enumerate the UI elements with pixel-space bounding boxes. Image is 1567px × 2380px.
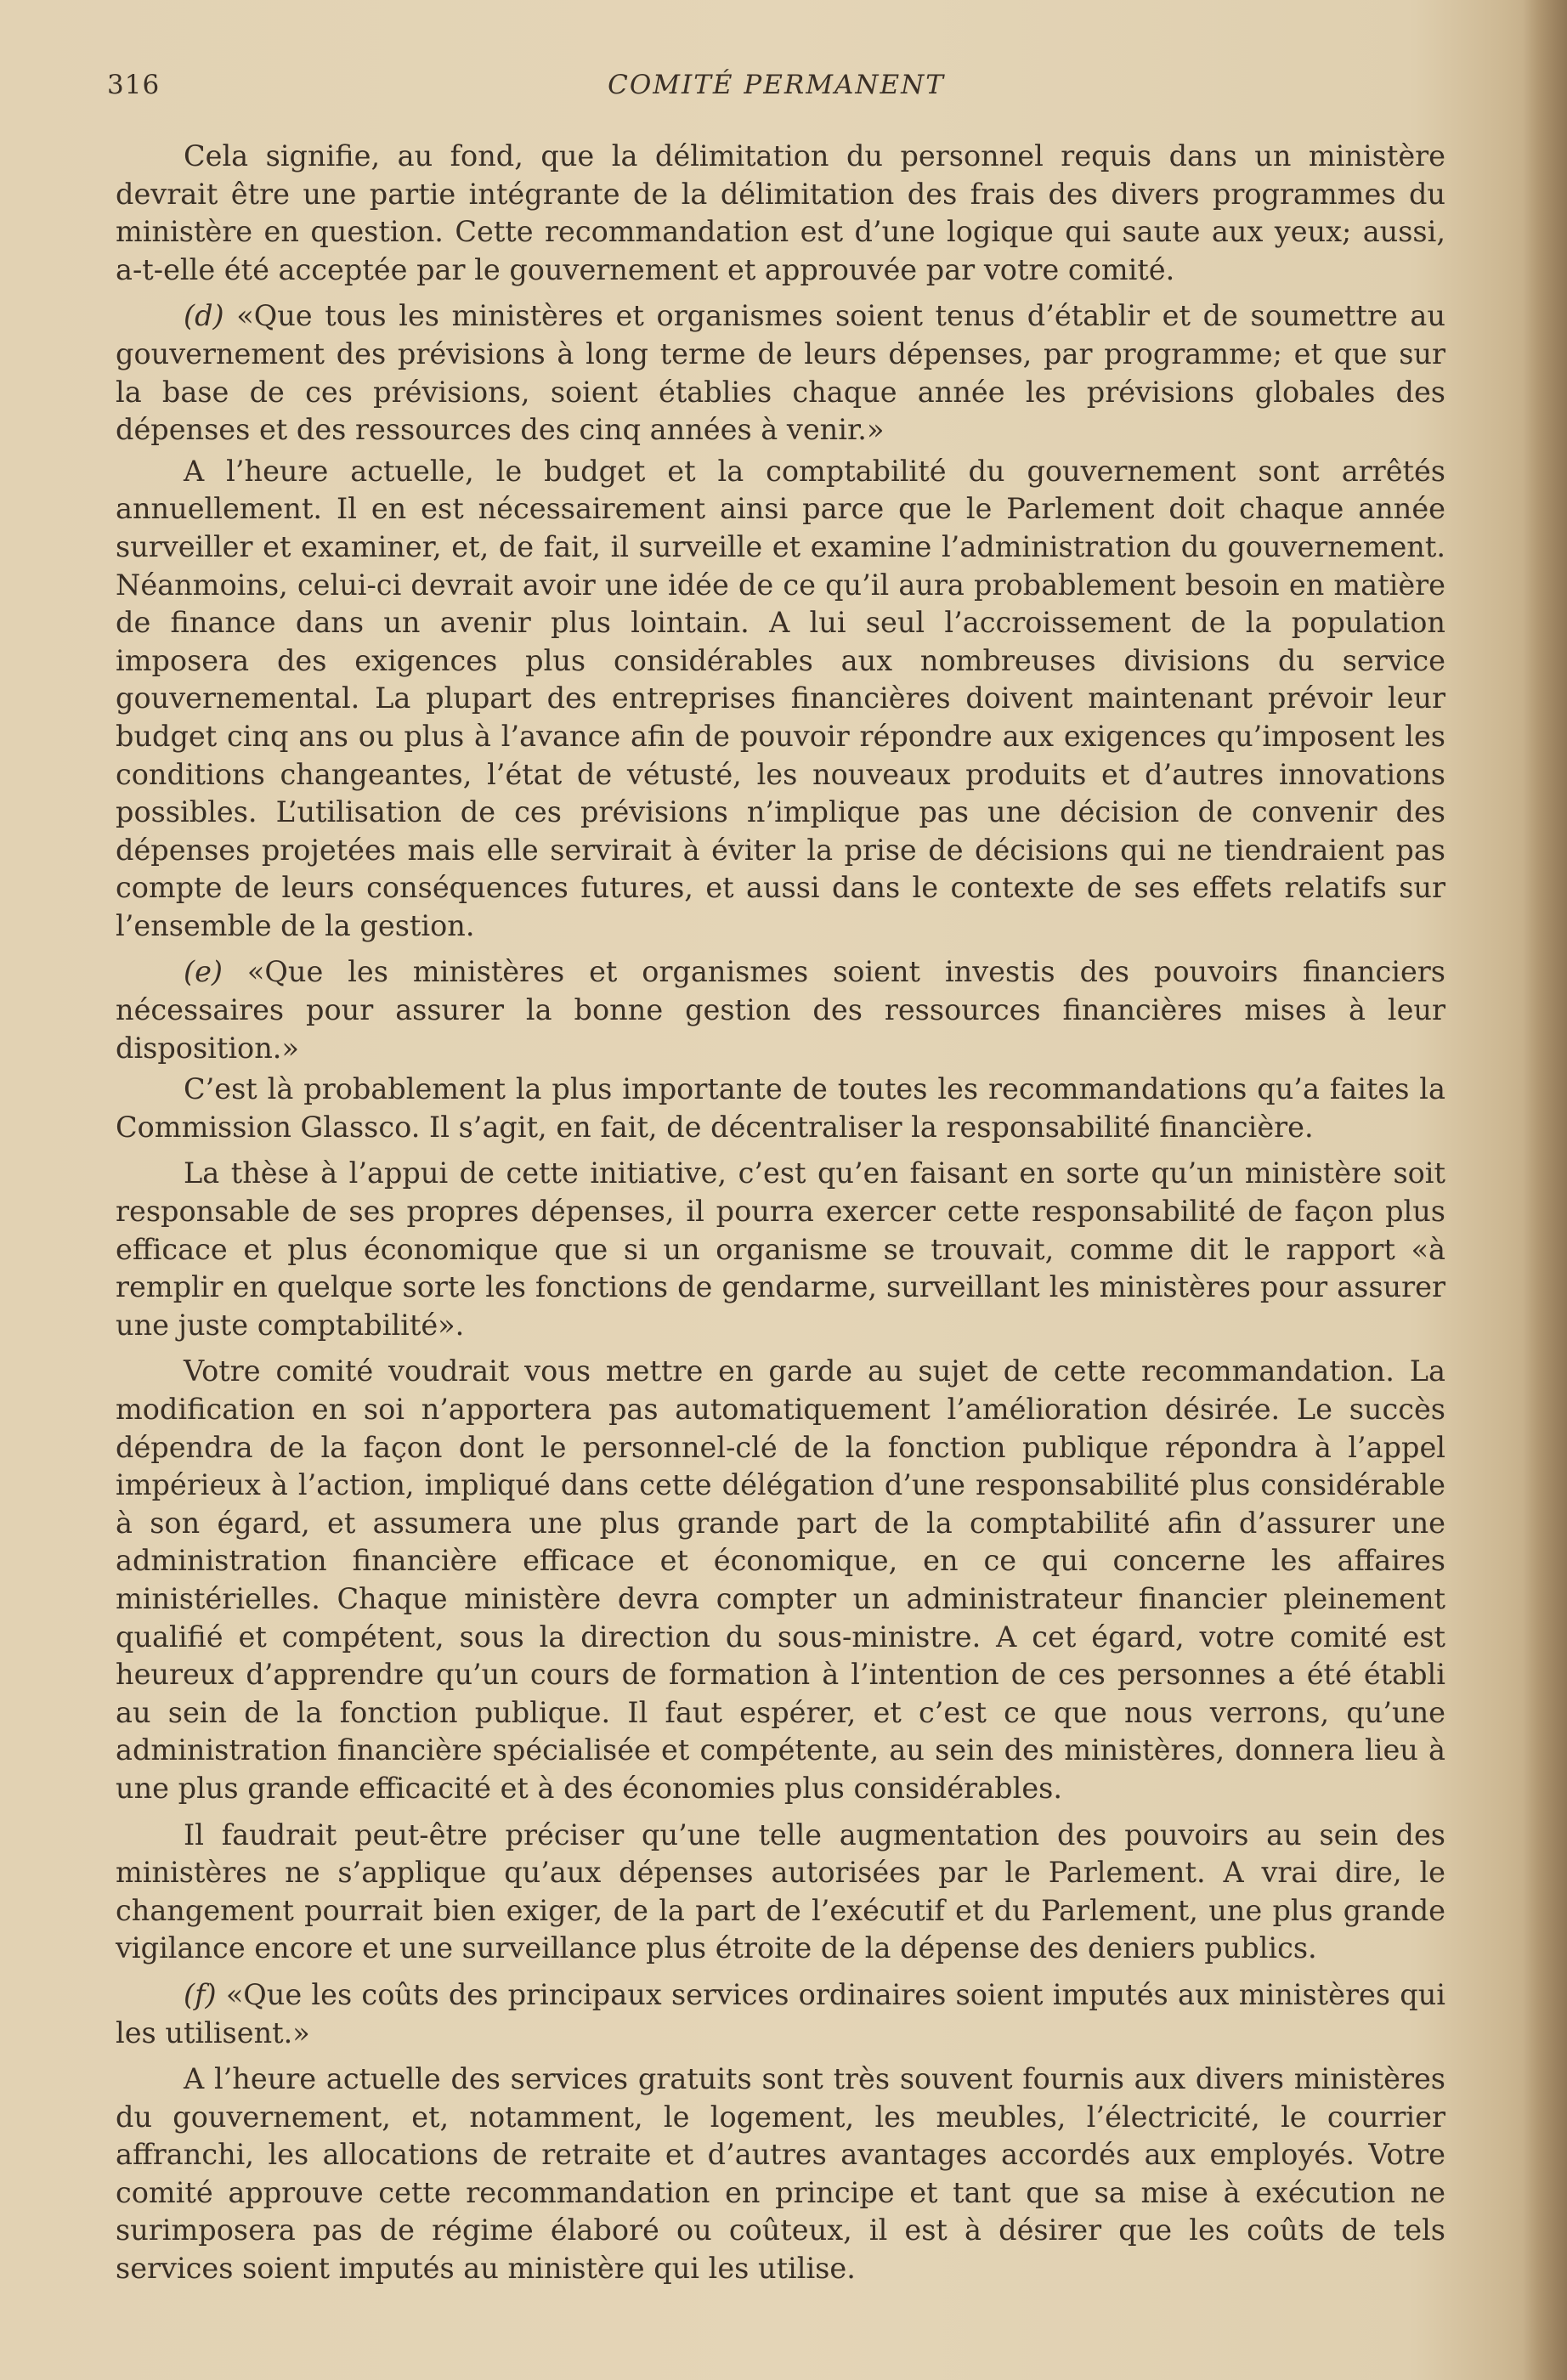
page-header (107, 70, 1445, 112)
recommendation-label: (e) (184, 955, 223, 989)
paragraph-text: Votre comité voudrait vous mettre en garde au sujet de cette recommandation. La modification en soi n’apportera pas automatiquement l’amélioration désirée. Le succès dépendra de la façon dont le personnel-clé de la fonction publique répondra à l’appel impérieux à l’action, impliqué dans cette délégation d’une responsabilité plus considérable à son égard, et assumera une plus grande part de la comptabilité afin d’assurer une administration financière efficace et économique, en ce qui concerne les affaires ministérielles. Chaque ministère devra compter un administrateur financier pleinement qualifié et compétent, sous la direction du sous-ministre. A cet égard, votre comité est heureux d’apprendre qu’un cours de formation à l’intention de ces personnes a été établi au sein de la fonction publique. Il faut espérer, et c’est ce que nous verrons, qu’une administration financière spécialisée et compétente, au sein des ministères, donnera lieu à une plus grande efficacité et à des économies plus considérables. (116, 1354, 1445, 1805)
paragraph (116, 138, 1445, 289)
paragraph-text: La thèse à l’appui de cette initiative, c’est qu’en faisant en sorte qu’un ministère soit responsable de ses propres dépenses, il pourra exercer cette responsabilité de façon plus efficace et plus économique que si un organisme se trouvait, comme dit le rapport «à remplir en quelque sorte les fonctions de gendarme, surveillant les ministères pour assurer une juste comptabilité». (116, 1156, 1445, 1342)
page-edge-shadow (1523, 0, 1567, 2380)
paragraph-text: C’est là probablement la plus importante de toutes les recommandations qu’a faites la Commission Glassco. Il s’agit, en fait, de décentraliser la responsabilité financière. (116, 1072, 1445, 1144)
paragraph (116, 2061, 1445, 2288)
page-number: 316 (107, 70, 161, 100)
body-text (116, 138, 1445, 2292)
paragraph (116, 1817, 1445, 1968)
paragraph-text: A l’heure actuelle, le budget et la comptabilité du gouvernement sont arrêtés annuellement. Il en est nécessairement ainsi parce que le Parlement doit chaque année surveiller et examiner, et, de fait, il surveille et examine l’administration du gouvernement. Néanmoins, celui-ci devrait avoir une idée de ce qu’il aura probablement besoin en matière de finance dans un avenir plus lointain. A lui seul l’accroissement de la population imposera des exigences plus considérables aux nombreuses divisions du service gouvernemental. La plupart des entreprises financières doivent maintenant prévoir leur budget cinq ans ou plus à l’avance afin de pouvoir répondre aux exigences qu’imposent les conditions changeantes, l’état de vétusté, les nouveaux produits et d’autres innovations possibles. L’utilisation de ces prévisions n’implique pas une décision de convenir des dépenses projetées mais elle servirait à éviter la prise de décisions qui ne tiendraient pas compte de leurs conséquences futures, et aussi dans le contexte de ses effets relatifs sur l’ensemble de la gestion. (116, 454, 1445, 942)
paragraph (116, 453, 1445, 946)
recommendation-text: «Que les coûts des principaux services ordinaires soient imputés aux ministères qui les utilisent.» (116, 1977, 1445, 2049)
recommendation-text: «Que tous les ministères et organismes soient tenus d’établir et de soumettre au gouvernement des prévisions à long terme de leurs dépenses, par programme; et que sur la base de ces prévisions, soient établies chaque année les prévisions globales des dépenses et des ressources des cinq années à venir.» (116, 299, 1445, 447)
recommendation-e (116, 953, 1445, 1067)
recommendation-label: (f) (184, 1977, 217, 2011)
recommendation-d (116, 297, 1445, 449)
recommendation-label: (d) (184, 299, 224, 333)
recommendation-f (116, 1976, 1445, 2052)
paragraph (116, 1353, 1445, 1807)
paragraph-text: Il faudrait peut-être préciser qu’une telle augmentation des pouvoirs au sein des ministères ne s’applique qu’aux dépenses autorisées par le Parlement. A vrai dire, le changement pourrait bien exiger, de la part de l’exécutif et du Parlement, une plus grande vigilance encore et une surveillance plus étroite de la dépense des deniers publics. (116, 1818, 1445, 1965)
paragraph-text: Cela signifie, au fond, que la délimitation du personnel requis dans un ministère devrait être une partie intégrante de la délimitation des frais des divers programmes du ministère en question. Cette recommandation est d’une logique qui saute aux yeux; aussi, a-t-elle été acceptée par le gouvernement et approuvée par votre comité. (116, 139, 1445, 286)
paragraph-text: A l’heure actuelle des services gratuits sont très souvent fournis aux divers ministères du gouvernement, et, notamment, le logement, les meubles, l’électricité, le courrier affranchi, les allocations de retraite et d’autres avantages accordés aux employés. Votre comité approuve cette recommandation en principe et tant que sa mise à exécution ne surimposera pas de régime élaboré ou coûteux, il est à désirer que les coûts de tels services soient imputés au ministère qui les utilise. (116, 2062, 1445, 2286)
recommendation-text: «Que les ministères et organismes soient investis des pouvoirs financiers nécessaires pour assurer la bonne gestion des ressources financières mises à leur disposition.» (116, 955, 1445, 1065)
paragraph (116, 1071, 1445, 1146)
paragraph (116, 1155, 1445, 1344)
running-title: COMITÉ PERMANENT (608, 70, 945, 100)
